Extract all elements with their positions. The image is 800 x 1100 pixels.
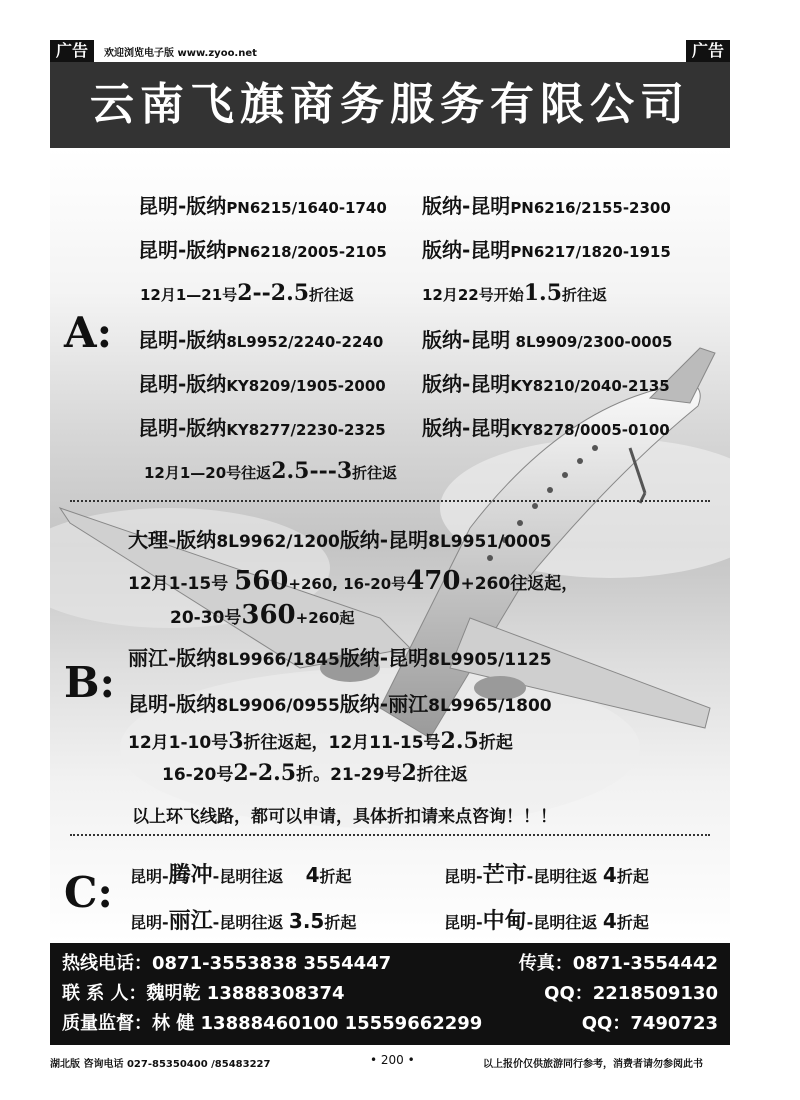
flight-row: 昆明-版纳KY8277/2230-2325 [138, 416, 386, 440]
company-title: 云南飞旗商务服务有限公司 [50, 62, 730, 148]
flight-row: 丽江-版纳8L9966/1845版纳-昆明8L9905/1125 [128, 646, 552, 670]
website-url[interactable]: 欢迎浏览电子版 www.zyoo.net [104, 48, 257, 59]
route-item: 昆明-丽江-昆明往返 3.5折起 [130, 909, 357, 934]
disclaimer: 以上报价仅供旅游同行参考，消费者请勿参阅此书 [483, 1059, 703, 1070]
flight-row: 版纳-昆明 8L9909/2300-0005 [422, 328, 673, 352]
flight-row: 昆明-版纳8L9906/0955版纳-丽江8L9965/1800 [128, 692, 552, 716]
discount-note: 16-20号2-2.5折。21-29号2折往返 [162, 760, 468, 786]
contact-box [50, 943, 730, 1045]
quality-supervisor: 质量监督：林 健 13888460100 15559662299 [62, 1013, 483, 1034]
discount-note: 12月1—21号2--2.5折往返 [140, 280, 355, 306]
price-line: 20-30号360+260起 [170, 600, 355, 630]
flight-row: 昆明-版纳8L9952/2240-2240 [138, 328, 384, 352]
flight-row: 昆明-版纳KY8209/1905-2000 [138, 372, 386, 396]
flight-row: 版纳-昆明PN6217/1820-1915 [422, 238, 671, 262]
ad-tag-left: 广告 [50, 40, 94, 62]
flight-row: 版纳-昆明KY8210/2040-2135 [422, 372, 670, 396]
flight-row: 版纳-昆明KY8278/0005-0100 [422, 416, 670, 440]
section-c-letter: C: [64, 868, 113, 917]
flight-row: 昆明-版纳PN6215/1640-1740 [138, 194, 387, 218]
discount-note: 12月1-10号3折往返起，12月11-15号2.5折起 [128, 728, 513, 754]
main-content [50, 148, 730, 943]
route-item: 昆明-腾冲-昆明往返 4折起 [130, 863, 352, 888]
flight-row: 大理-版纳8L9962/1200版纳-昆明8L9951/0005 [128, 528, 552, 552]
ad-tag-right: 广告 [686, 40, 730, 62]
hotline: 热线电话：0871-3553838 3554447 [62, 953, 392, 974]
route-item: 昆明-中甸-昆明往返 4折起 [444, 909, 649, 934]
contact-row [62, 979, 718, 1009]
route-item: 昆明-芒市-昆明往返 4折起 [444, 863, 649, 888]
edition-info: 湖北版 咨询电话 027-85350400 /85483227 [50, 1059, 271, 1070]
fax: 传真：0871-3554442 [518, 953, 718, 974]
section-a-letter: A: [64, 308, 113, 357]
discount-note: 12月1—20号往返2.5---3折往返 [144, 458, 398, 484]
section-divider [70, 834, 710, 836]
discount-note: 12月22号开始1.5折往返 [422, 280, 608, 306]
contact-row [62, 949, 718, 979]
qq-1: QQ：2218509130 [544, 983, 718, 1004]
contact-person: 联 系 人：魏明乾 13888308374 [62, 983, 345, 1004]
qq-2: QQ：7490723 [581, 1013, 718, 1034]
section-divider [70, 500, 710, 502]
section-b-letter: B: [64, 658, 116, 707]
price-line: 12月1-15号 560+260, 16-20号470+260往返起， [128, 566, 579, 596]
flight-row: 版纳-昆明PN6216/2155-2300 [422, 194, 671, 218]
contact-row [62, 1009, 718, 1039]
flight-row: 昆明-版纳PN6218/2005-2105 [138, 238, 387, 262]
consult-note: 以上环飞线路，都可以申请，具体折扣请来点咨询！！！ [132, 807, 557, 827]
page-number: • 200 • [370, 1053, 415, 1067]
